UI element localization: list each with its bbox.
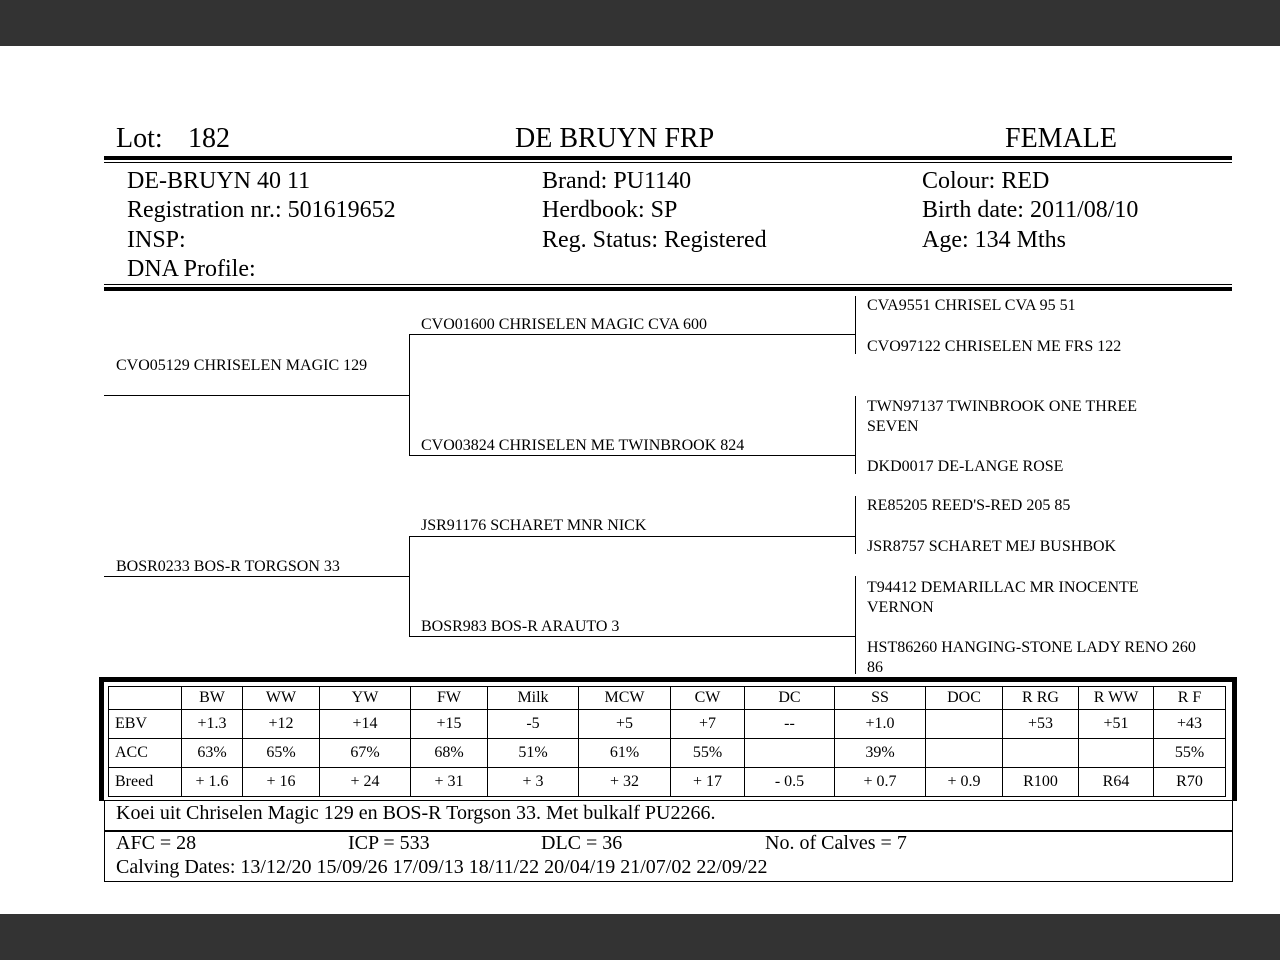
ebv-cell (926, 739, 1003, 768)
pedigree-connector (855, 296, 856, 354)
ebv-cell: +1.3 (182, 710, 243, 739)
birth-date: Birth date: 2011/08/10 (922, 197, 1139, 223)
ebv-cell: +53 (1003, 710, 1079, 739)
ebv-cell: + 0.9 (926, 768, 1003, 797)
calves-count: No. of Calves = 7 (765, 832, 907, 854)
pedigree-line (104, 395, 410, 396)
ebv-cell: + 3 (488, 768, 579, 797)
ebv-header-cell: WW (243, 687, 320, 710)
ebv-cell: 55% (671, 739, 745, 768)
ebv-cell: R64 (1079, 768, 1154, 797)
pedigree-sire-sire: CVO01600 CHRISELEN MAGIC CVA 600 (421, 316, 707, 333)
ebv-row-ebv (109, 710, 1226, 739)
pedigree-dds: T94412 DEMARILLAC MR INOCENTE VERNON (867, 579, 1139, 616)
ebv-table (108, 686, 1226, 797)
ebv-cell: 55% (1154, 739, 1226, 768)
dna-profile-label: DNA Profile: (127, 256, 256, 282)
ebv-cell: +15 (411, 710, 488, 739)
info-rule-thin (104, 284, 1232, 285)
ebv-cell: + 16 (243, 768, 320, 797)
bottom-bar (0, 914, 1280, 960)
ebv-cell (1003, 739, 1079, 768)
pedigree-dss: RE85205 REED'S-RED 205 85 (867, 497, 1071, 514)
pedigree-sds: TWN97137 TWINBROOK ONE THREE SEVEN (867, 398, 1138, 435)
ebv-row-breed (109, 768, 1226, 797)
pedigree-line (409, 455, 856, 456)
comment-text: Koei uit Chriselen Magic 129 en BOS-R Torgson 33. Met bulkalf PU2266. (116, 802, 716, 824)
animal-name: DE-BRUYN 40 11 (127, 168, 311, 194)
ebv-row-label: ACC (109, 739, 182, 768)
ebv-row-label: EBV (109, 710, 182, 739)
ebv-cell: +14 (320, 710, 411, 739)
pedigree-line (104, 576, 410, 577)
ebv-cell: R70 (1154, 768, 1226, 797)
pedigree-connector (855, 396, 856, 474)
ebv-cell: +51 (1079, 710, 1154, 739)
ebv-row-acc (109, 739, 1226, 768)
age: Age: 134 Mths (922, 227, 1066, 253)
lot-label: Lot: (116, 123, 163, 154)
ebv-cell: +43 (1154, 710, 1226, 739)
calving-dates: Calving Dates: 13/12/20 15/09/26 17/09/13 18/11/22 20/04/19 21/07/02 22/09/22 (116, 856, 768, 878)
ebv-frame-left (99, 677, 104, 801)
pedigree-ddd: HST86260 HANGING-STONE LADY RENO 260 86 (867, 639, 1196, 676)
ebv-cell: + 31 (411, 768, 488, 797)
ebv-header-cell: SS (835, 687, 926, 710)
ebv-header-cell: Milk (488, 687, 579, 710)
ebv-cell: +7 (671, 710, 745, 739)
ebv-header-row (109, 687, 1226, 710)
dlc-value: DLC = 36 (541, 832, 623, 854)
afc-value: AFC = 28 (116, 832, 197, 854)
pedigree-sire-dam: CVO03824 CHRISELEN ME TWINBROOK 824 (421, 437, 745, 454)
ebv-header-cell (109, 687, 182, 710)
pedigree-sire: CVO05129 CHRISELEN MAGIC 129 (116, 357, 368, 374)
header-rule-thin (104, 162, 1232, 163)
pedigree-dam-dam: BOSR983 BOS-R ARAUTO 3 (421, 618, 620, 635)
ebv-header-cell: BW (182, 687, 243, 710)
ebv-cell: 39% (835, 739, 926, 768)
ebv-cell: + 17 (671, 768, 745, 797)
pedigree-dsd: JSR8757 SCHARET MEJ BUSHBOK (867, 538, 1117, 555)
ebv-cell (745, 739, 835, 768)
lot-number: 182 (188, 123, 230, 154)
ebv-cell: 63% (182, 739, 243, 768)
ebv-header-cell: FW (411, 687, 488, 710)
ebv-frame-top (99, 677, 1237, 682)
ebv-frame-right (1232, 677, 1237, 801)
pedigree-ssd: CVO97122 CHRISELEN ME FRS 122 (867, 338, 1122, 355)
pedigree-line (409, 334, 856, 335)
ebv-header-cell: DOC (926, 687, 1003, 710)
herdbook: Herdbook: SP (542, 197, 678, 223)
ebv-cell: - 0.5 (745, 768, 835, 797)
ebv-cell: +12 (243, 710, 320, 739)
ebv-header-cell: YW (320, 687, 411, 710)
ebv-cell: + 24 (320, 768, 411, 797)
colour: Colour: RED (922, 168, 1050, 194)
pedigree-line (409, 636, 856, 637)
breeder-name: DE BRUYN FRP (515, 123, 715, 154)
pedigree-dam-sire: JSR91176 SCHARET MNR NICK (421, 517, 647, 534)
brand: Brand: PU1140 (542, 168, 692, 194)
ebv-cell: +1.0 (835, 710, 926, 739)
ebv-cell: R100 (1003, 768, 1079, 797)
ebv-cell: 65% (243, 739, 320, 768)
ebv-cell: -- (745, 710, 835, 739)
pedigree-sss: CVA9551 CHRISEL CVA 95 51 (867, 297, 1076, 314)
top-bar (0, 0, 1280, 46)
ebv-cell: +5 (579, 710, 671, 739)
pedigree-sdd: DKD0017 DE-LANGE ROSE (867, 458, 1064, 475)
ebv-cell: 68% (411, 739, 488, 768)
ebv-row-label: Breed (109, 768, 182, 797)
pedigree-connector (855, 576, 856, 674)
icp-value: ICP = 533 (348, 832, 430, 854)
pedigree-connector (409, 334, 410, 456)
header-rule-thick (104, 156, 1232, 160)
info-rule-thick (104, 287, 1232, 291)
ebv-header-cell: R F (1154, 687, 1226, 710)
ebv-cell: + 32 (579, 768, 671, 797)
ebv-cell: 67% (320, 739, 411, 768)
pedigree-dam: BOSR0233 BOS-R TORGSON 33 (116, 558, 340, 575)
ebv-header-cell: MCW (579, 687, 671, 710)
ebv-header-cell: CW (671, 687, 745, 710)
pedigree-connector (855, 496, 856, 554)
ebv-cell (926, 710, 1003, 739)
ebv-header-cell: R WW (1079, 687, 1154, 710)
ebv-cell: 51% (488, 739, 579, 768)
ebv-header-cell: R RG (1003, 687, 1079, 710)
insp-label: INSP: (127, 227, 186, 253)
ebv-cell: + 0.7 (835, 768, 926, 797)
sex-label: FEMALE (1005, 123, 1117, 154)
pedigree-line (409, 536, 856, 537)
ebv-cell: -5 (488, 710, 579, 739)
pedigree-connector (409, 536, 410, 636)
ebv-cell (1079, 739, 1154, 768)
ebv-cell: 61% (579, 739, 671, 768)
ebv-cell: + 1.6 (182, 768, 243, 797)
ebv-header-cell: DC (745, 687, 835, 710)
reg-status: Reg. Status: Registered (542, 227, 767, 253)
registration-number: Registration nr.: 501619652 (127, 197, 396, 223)
